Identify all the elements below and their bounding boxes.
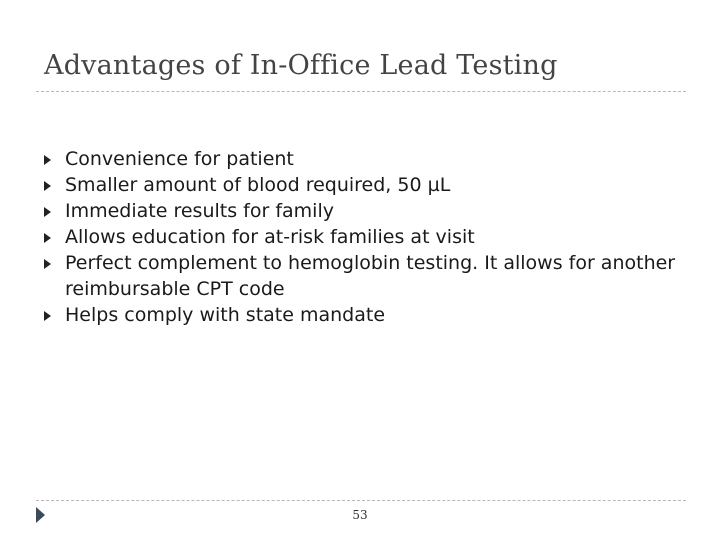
title-divider [36,91,686,92]
bullet-text: Allows education for at-risk families at visit [65,226,475,248]
triangle-right-icon [44,207,51,217]
list-item [40,224,680,250]
bullet-text: Immediate results for family [65,200,334,222]
bullet-text: Convenience for patient [65,148,294,170]
triangle-right-icon [44,181,51,191]
list-item [40,146,680,172]
list-item [40,172,680,198]
footer-divider [36,500,686,501]
corner-arrow-icon [36,507,45,523]
bullet-text: Smaller amount of blood required, 50 µL [65,174,451,196]
triangle-right-icon [44,233,51,243]
bullet-list [40,146,680,328]
list-item [40,198,680,224]
triangle-right-icon [44,155,51,165]
bullet-text: Helps comply with state mandate [65,304,386,326]
slide-title: Advantages of In-Office Lead Testing [44,50,558,81]
bullet-text: Perfect complement to hemoglobin testing. It allows for another reimbursable CPT code [65,252,676,300]
list-item [40,302,680,328]
list-item [40,250,680,302]
page-number: 53 [352,508,368,522]
triangle-right-icon [44,259,51,269]
triangle-right-icon [44,311,51,321]
